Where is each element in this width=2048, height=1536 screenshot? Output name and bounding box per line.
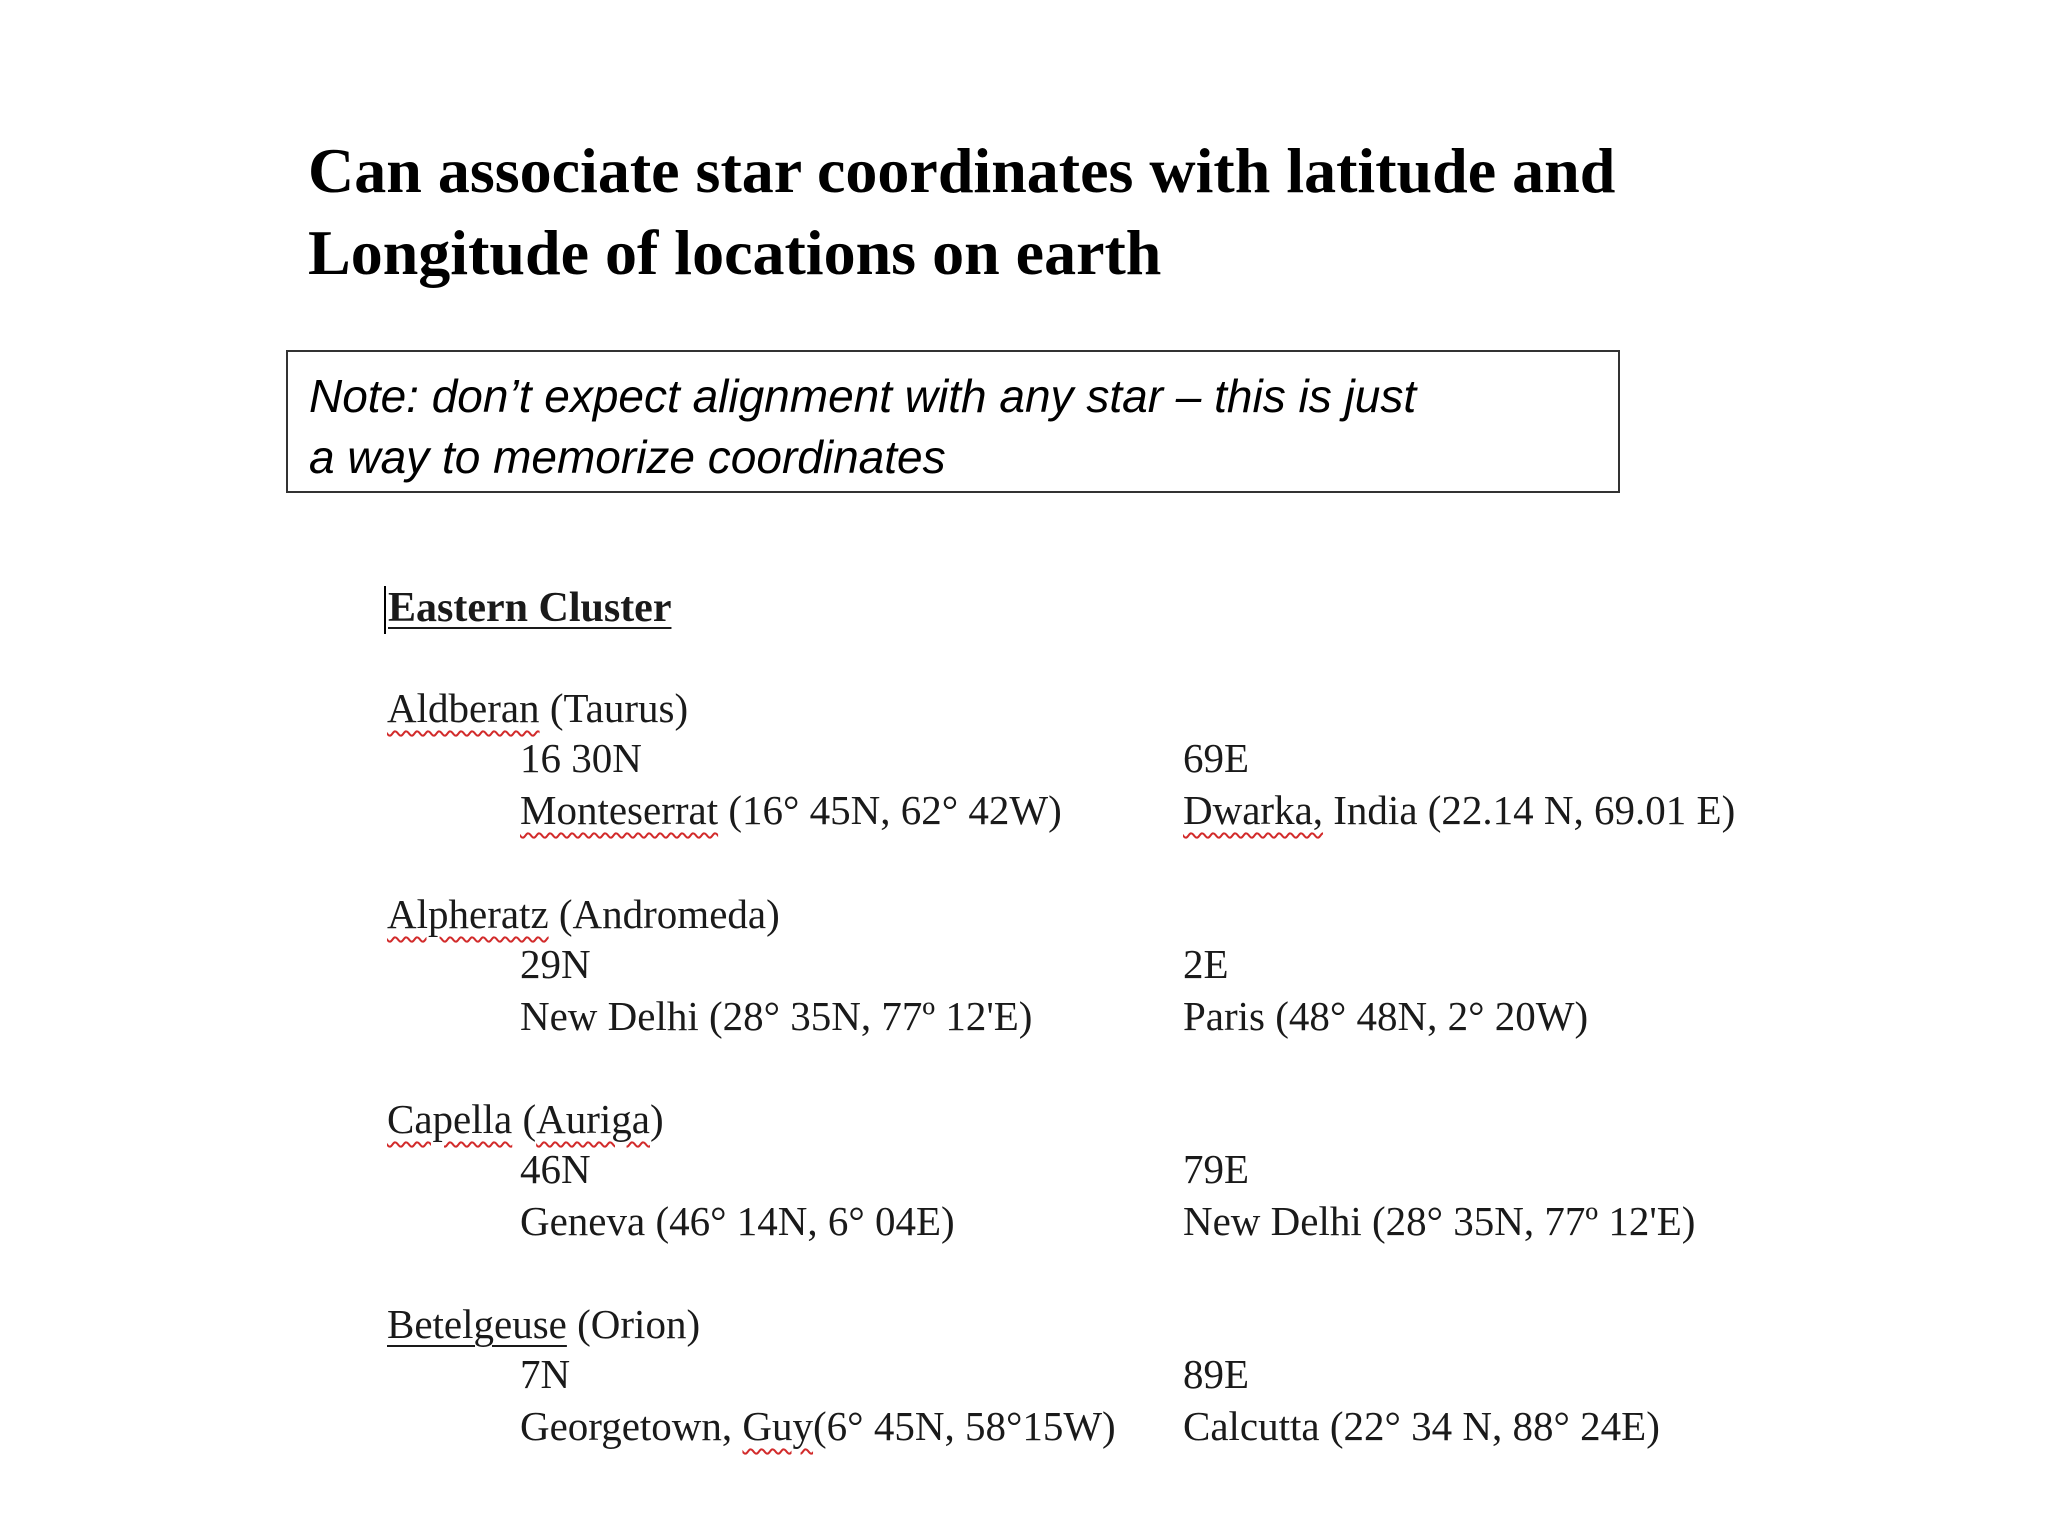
constellation: Auriga (536, 1096, 650, 1142)
star-entry-betelgeuse (380, 1300, 1840, 1460)
star-entry-aldberan (380, 684, 1840, 844)
latitude-place: Geneva (46° 14N, 6° 04E) (520, 1198, 955, 1244)
star-name-line (387, 1300, 700, 1348)
latitude-place: New Delhi (28° 35N, 77º 12'E) (520, 993, 1033, 1039)
longitude-place (1183, 786, 1735, 834)
longitude-place: Calcutta (22° 34 N, 88° 24E) (1183, 1403, 1660, 1449)
latitude-place-flagged: Guy (742, 1403, 814, 1449)
text-cursor (384, 586, 386, 634)
longitude-place: Paris (48° 48N, 2° 20W) (1183, 993, 1589, 1039)
star-longitude: 89E (1183, 1351, 1250, 1397)
star-longitude: 79E (1183, 1146, 1250, 1192)
longitude-place-coords: India (22.14 N, 69.01 E) (1323, 787, 1736, 833)
star-name: Betelgeuse (387, 1301, 567, 1347)
star-name-line (387, 890, 780, 938)
note-line-2: a way to memorize coordinates (309, 431, 946, 483)
note-box (286, 350, 1620, 493)
longitude-place-name: Dwarka, (1183, 787, 1324, 833)
slide-title-line-2: Longitude of locations on earth (308, 217, 1162, 288)
star-entry-capella (380, 1095, 1840, 1255)
latitude-place-prefix: Georgetown, (520, 1403, 743, 1449)
latitude-place-coords: (6° 45N, 58°15W) (813, 1403, 1116, 1449)
slide-title-line-1: Can associate star coordinates with latitude and (308, 135, 1616, 206)
constellation: (Taurus) (539, 685, 689, 731)
latitude-place-coords: (16° 45N, 62° 42W) (718, 787, 1062, 833)
latitude-place-name: Monteserrat (520, 787, 719, 833)
star-latitude: 29N (520, 941, 591, 987)
latitude-place (520, 1402, 1116, 1450)
star-latitude: 7N (520, 1351, 571, 1397)
constellation: (Andromeda) (548, 891, 780, 937)
constellation: (Orion) (566, 1301, 701, 1347)
star-name: Alpheratz (387, 891, 549, 937)
star-name-line (387, 684, 688, 732)
cluster-heading: Eastern Cluster (388, 585, 672, 631)
star-entry-alpheratz (380, 890, 1840, 1050)
longitude-place: New Delhi (28° 35N, 77º 12'E) (1183, 1198, 1696, 1244)
star-latitude: 46N (520, 1146, 591, 1192)
star-name: Aldberan (387, 685, 540, 731)
note-line-1: Note: don’t expect alignment with any star – this is just (309, 370, 1417, 422)
star-latitude: 16 30N (520, 735, 642, 781)
star-name-line: Capella (Auriga) (387, 1096, 664, 1142)
latitude-place (520, 786, 1062, 834)
document-excerpt (380, 580, 1840, 1520)
star-longitude: 2E (1183, 941, 1229, 987)
star-name: Capella (387, 1096, 513, 1142)
star-longitude: 69E (1183, 735, 1250, 781)
slide-title (308, 130, 1808, 294)
